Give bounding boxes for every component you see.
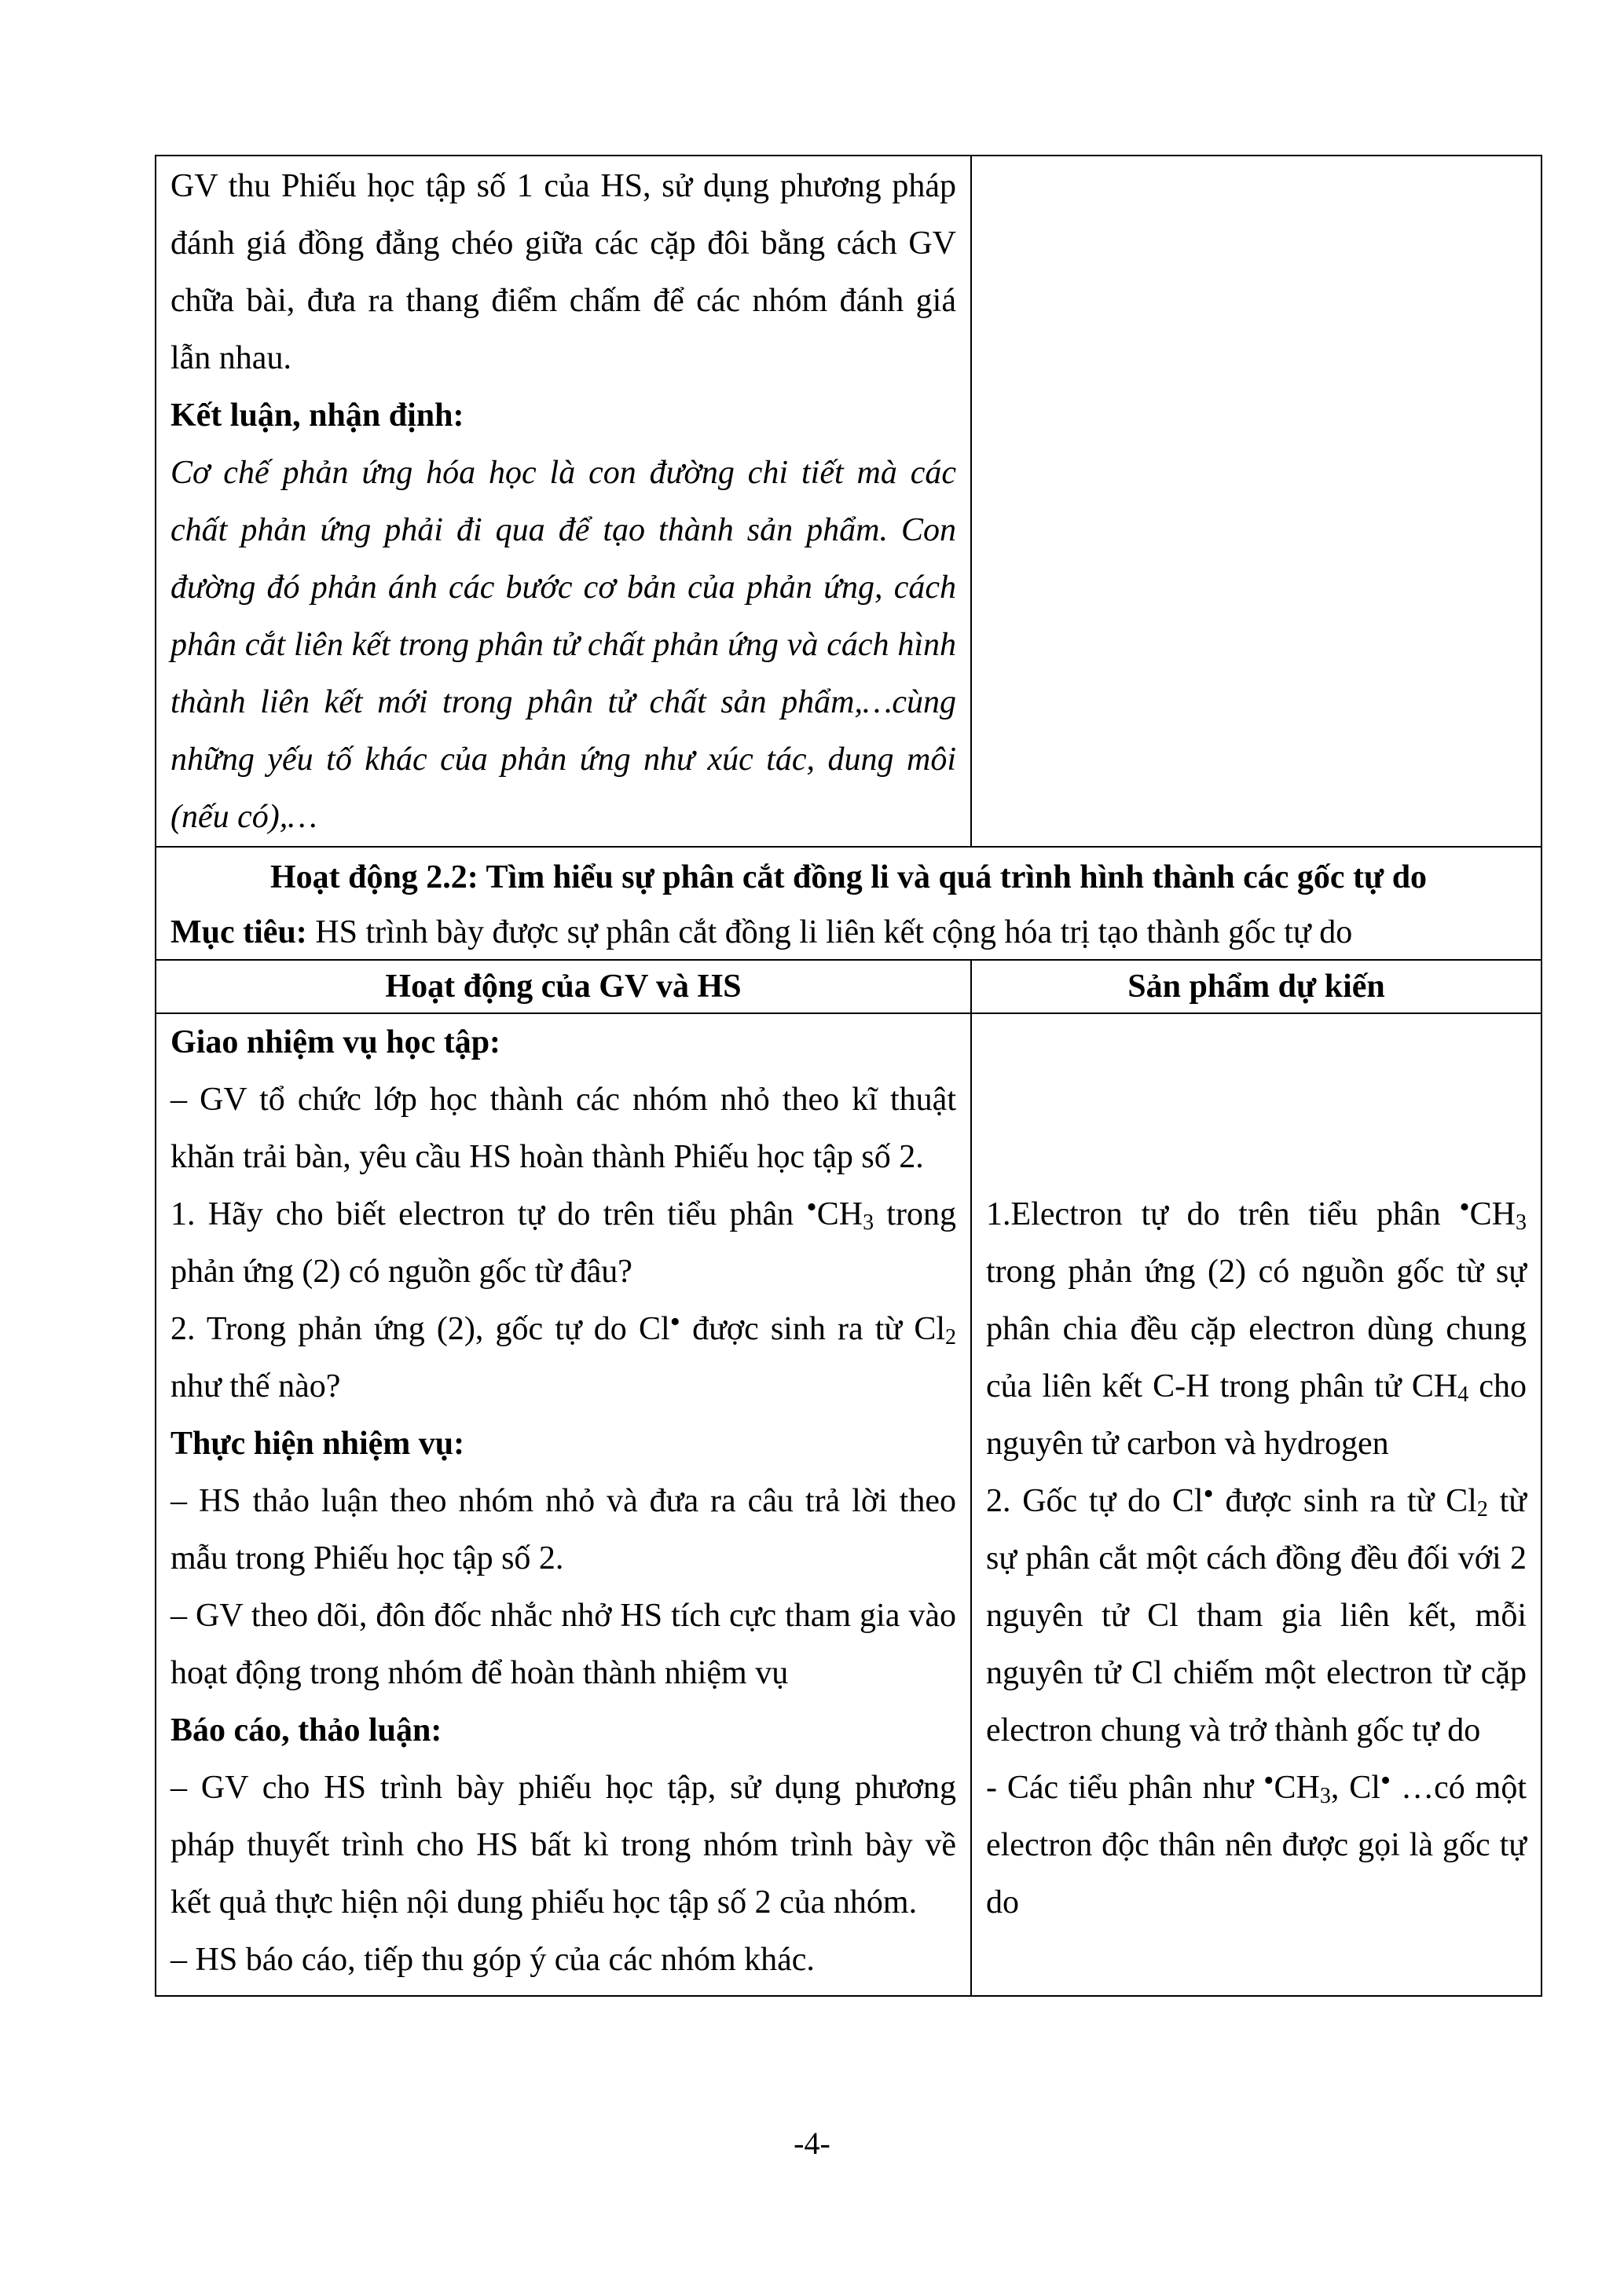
question-2-text-a: 2. Trong phản ứng (2), gốc tự do Cl: [170, 1311, 670, 1347]
conclusion-heading: Kết luận, nhận định:: [170, 397, 464, 434]
objective-text: HS trình bày được sự phân cắt đồng li liên kết cộng hóa trị tạo thành gốc tự do: [306, 914, 1353, 950]
answer-1-text-b: trong phản ứng (2) có nguồn gốc từ sự phân chia đều cặp electron dùng chung của liên kết C-H trong phân tử CH: [986, 1254, 1527, 1404]
formula-ch: CH: [1469, 1196, 1516, 1232]
page: [155, 155, 1527, 1997]
answer-3-text-b: , Cl: [1330, 1770, 1380, 1806]
answer-2-text-b: được sinh ra từ Cl: [1213, 1483, 1477, 1519]
question-1-text-b: trong phản ứng (2) có nguồn gốc từ đâu?: [170, 1196, 957, 1290]
do-item-1: – HS thảo luận theo nhóm nhỏ và đưa ra câu trả lời theo mẫu trong Phiếu học tập số 2.: [170, 1483, 956, 1576]
objective-label: Mục tiêu:: [170, 914, 307, 950]
page-number: -4-: [794, 2126, 830, 2161]
question-2-text-c: như thế nào?: [170, 1368, 341, 1404]
top-left-cell: [156, 156, 971, 847]
assessment-paragraph: GV thu Phiếu học tập số 1 của HS, sử dụng phương pháp đánh giá đồng đẳng chéo giữa các cặp đôi bằng cách GV chữa bài, đưa ra thang điểm chấm để các nhóm đánh giá lẫn nhau.: [170, 168, 956, 376]
radical-dot: •: [1459, 1191, 1470, 1224]
question-1-text-a: 1. Hãy cho biết electron tự do trên tiểu phân: [170, 1196, 807, 1232]
answer-2: [986, 1473, 1527, 1760]
radical-dot: •: [1380, 1764, 1391, 1797]
question-2-text-b: được sinh ra từ Cl: [680, 1311, 946, 1347]
report-heading: Báo cáo, thảo luận:: [170, 1712, 442, 1749]
answer-3-text-c: …có một electron độc thân nên được gọi là gốc tự do: [986, 1770, 1527, 1921]
activities-cell: [156, 1013, 971, 1996]
question-2: [170, 1301, 956, 1415]
answer-2-text-a: 2. Gốc tự do Cl: [986, 1483, 1204, 1519]
task-heading: Giao nhiệm vụ học tập:: [170, 1024, 501, 1060]
top-right-cell: [971, 156, 1542, 847]
subscript-2: 2: [945, 1325, 957, 1349]
answer-1-text-c: cho nguyên tử carbon và hydrogen: [986, 1368, 1527, 1462]
question-1: [170, 1186, 956, 1301]
answer-3: [986, 1760, 1527, 1932]
do-heading: Thực hiện nhiệm vụ:: [170, 1426, 465, 1462]
radical-dot: •: [1263, 1764, 1274, 1797]
column-header-left: Hoạt động của GV và HS: [156, 960, 971, 1013]
report-item-1: – GV cho HS trình bày phiếu học tập, sử dụng phương pháp thuyết trình cho HS bất kì trong nhóm trình bày về kết quả thực hiện nội dung phiếu học tập số 2 của nhóm.: [170, 1770, 956, 1921]
report-item-2: – HS báo cáo, tiếp thu góp ý của các nhóm khác.: [170, 1942, 815, 1978]
radical-dot: •: [806, 1191, 817, 1224]
conclusion-text: Cơ chế phản ứng hóa học là con đường chi tiết mà các chất phản ứng phải đi qua để tạo thành sản phẩm. Con đường đó phản ánh các bước cơ bản của phản ứng, cách phân cắt liên kết trong phân tử chất phản ứng và cách hình thành liên kết mới trong phân tử chất sản phẩm,…cùng những yếu tố khác của phản ứng như xúc tác, dung môi (nếu có),…: [170, 455, 956, 835]
do-item-2: – GV theo dõi, đôn đốc nhắc nhở HS tích cực tham gia vào hoạt động trong nhóm để hoàn thành nhiệm vụ: [170, 1598, 956, 1691]
subscript-3: 3: [863, 1210, 874, 1235]
radical-dot: •: [1203, 1478, 1214, 1511]
subscript-3: 3: [1516, 1210, 1527, 1235]
subscript-3: 3: [1319, 1784, 1331, 1808]
subscript-4: 4: [1457, 1382, 1469, 1407]
formula-ch: CH: [1274, 1770, 1320, 1806]
subscript-2: 2: [1476, 1497, 1488, 1522]
answer-1: [986, 1186, 1527, 1473]
expected-results-cell: [971, 1013, 1542, 1996]
task-text: – GV tổ chức lớp học thành các nhóm nhỏ theo kĩ thuật khăn trải bàn, yêu cầu HS hoàn thành Phiếu học tập số 2.: [170, 1082, 956, 1175]
activity-header-cell: [156, 847, 1542, 960]
answer-3-text-a: - Các tiểu phân như: [986, 1770, 1264, 1806]
column-header-right: Sản phẩm dự kiến: [971, 960, 1542, 1013]
lesson-table-top: [155, 155, 1542, 1997]
activity-objective: [170, 906, 1527, 959]
answer-2-text-c: từ sự phân cắt một cách đồng đều đối với 2 nguyên tử Cl tham gia liên kết, mỗi nguyên tử Cl chiếm một electron từ cặp electron chung và trở thành gốc tự do: [986, 1483, 1527, 1749]
activity-title: Hoạt động 2.2: Tìm hiểu sự phân cắt đồng li và quá trình hình thành các gốc tự do: [269, 859, 1428, 895]
radical-dot: •: [669, 1305, 680, 1338]
formula-ch: CH: [816, 1196, 863, 1232]
answer-1-text-a: 1.Electron tự do trên tiểu phân: [986, 1196, 1460, 1232]
